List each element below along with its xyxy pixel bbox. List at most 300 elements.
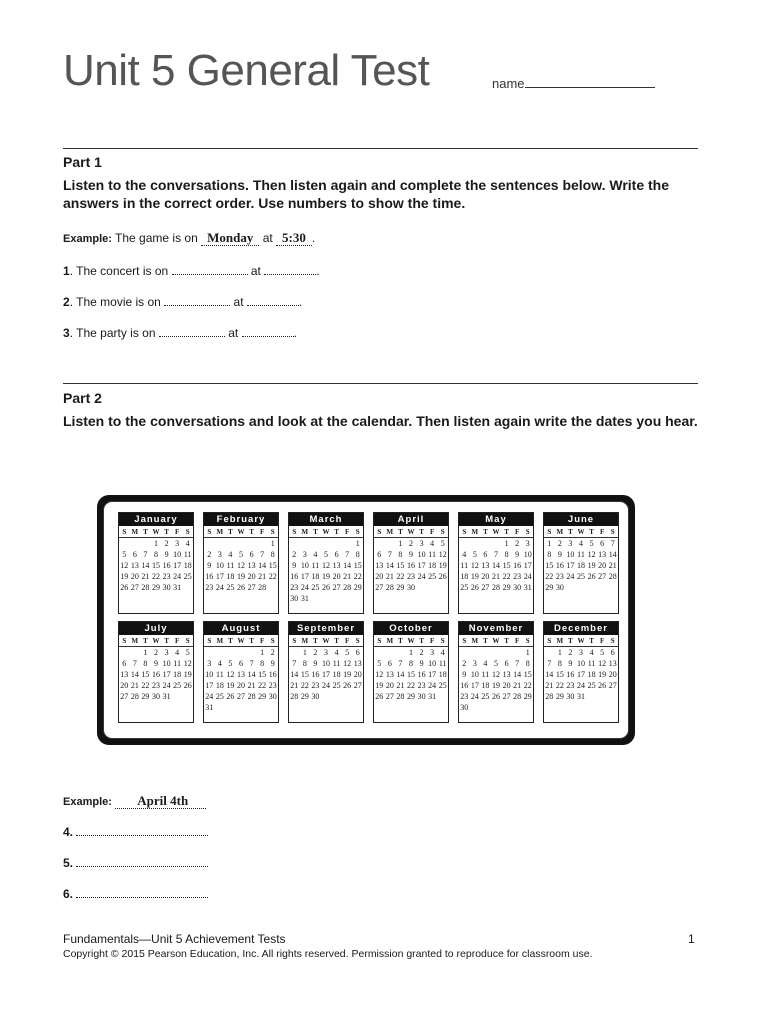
day-number: 11: [332, 659, 341, 668]
day-number: 8: [302, 659, 307, 668]
day-number: 8: [260, 659, 265, 668]
day-number: 10: [173, 550, 182, 559]
day-number: 18: [428, 561, 437, 570]
question-number: 2: [63, 295, 70, 309]
day-number: 27: [385, 692, 394, 701]
day-number: 26: [438, 572, 447, 581]
empty-day: [257, 538, 268, 549]
day-number: 7: [387, 550, 392, 559]
example-time: 5:30: [276, 230, 312, 246]
day-number: 13: [120, 670, 129, 679]
day-number: 13: [236, 670, 245, 679]
day-number: 13: [608, 659, 617, 668]
month-august: [203, 621, 279, 723]
weekday-header: [544, 637, 618, 647]
name-field[interactable]: [492, 76, 655, 91]
day-number: 23: [513, 572, 522, 581]
day-number: 4: [175, 648, 180, 657]
day-number: 24: [470, 692, 479, 701]
day-number: 6: [334, 550, 339, 559]
day-number: 28: [396, 692, 405, 701]
weekday-label: F: [174, 637, 180, 645]
day-number: 21: [258, 572, 267, 581]
day-number: 15: [151, 561, 160, 570]
day-number: 10: [428, 659, 437, 668]
day-number: 16: [311, 670, 320, 679]
day-number: 16: [460, 681, 469, 690]
day-number: 16: [513, 561, 522, 570]
answer-blank[interactable]: [76, 854, 208, 867]
day-number: 16: [417, 670, 426, 679]
weekday-label: W: [152, 528, 160, 536]
day-number: 1: [525, 648, 530, 657]
day-number: 13: [481, 561, 490, 570]
day-number: 11: [577, 550, 585, 559]
weekday-label: S: [547, 637, 552, 645]
weekday-label: S: [292, 637, 297, 645]
weekday-header: [119, 637, 193, 647]
day-number: 7: [292, 659, 297, 668]
question-number: 6.: [63, 887, 74, 901]
day-number: 11: [587, 659, 596, 668]
weekday-label: W: [237, 528, 245, 536]
day-number: 10: [205, 670, 214, 679]
question-5: [63, 854, 208, 870]
day-number: 7: [398, 659, 403, 668]
day-number: 26: [120, 583, 129, 592]
day-number: 17: [215, 572, 224, 581]
day-number: 23: [311, 681, 320, 690]
day-number: 13: [502, 670, 511, 679]
day-number: 8: [504, 550, 509, 559]
day-number: 18: [481, 681, 490, 690]
time-blank[interactable]: [247, 293, 299, 306]
day-number: 22: [258, 681, 267, 690]
weekday-label: W: [492, 528, 500, 536]
weekday-label: F: [259, 637, 265, 645]
part1-example: [63, 230, 315, 246]
question-text: The movie is on: [76, 295, 161, 309]
calendar-panel: [103, 501, 629, 739]
day-number: 30: [290, 594, 299, 603]
day-number: 21: [396, 681, 405, 690]
day-number: 9: [207, 561, 212, 570]
weekday-header: [374, 637, 448, 647]
day-grid: [374, 647, 448, 702]
day-number: 22: [141, 681, 150, 690]
day-number: 17: [428, 670, 437, 679]
day-number: 4: [440, 648, 445, 657]
day-number: 19: [438, 561, 447, 570]
day-number: 19: [183, 670, 192, 679]
day-number: 8: [355, 550, 360, 559]
weekday-label: M: [301, 528, 309, 536]
day-number: 19: [598, 670, 607, 679]
day-number: 9: [515, 550, 520, 559]
weekday-label: F: [599, 637, 605, 645]
time-blank[interactable]: [264, 262, 316, 275]
day-number: 28: [141, 583, 150, 592]
day-number: 6: [610, 648, 615, 657]
day-number: 9: [462, 670, 467, 679]
day-number: 20: [502, 681, 511, 690]
day-number: 10: [576, 659, 585, 668]
day-number: 22: [300, 681, 309, 690]
day-number: 6: [600, 539, 605, 548]
day-number: 20: [353, 670, 362, 679]
day-number: 16: [162, 561, 171, 570]
day-number: 3: [207, 659, 212, 668]
day-number: 17: [321, 670, 330, 679]
day-number: 23: [406, 572, 415, 581]
day-number: 15: [502, 561, 511, 570]
day-number: 4: [313, 550, 318, 559]
weekday-label: T: [504, 528, 509, 536]
day-number: 15: [545, 561, 554, 570]
day-number: 8: [143, 659, 148, 668]
weekday-label: S: [122, 528, 127, 536]
day-grid: [204, 647, 278, 713]
day-number: 14: [608, 550, 617, 559]
day-number: 30: [513, 583, 522, 592]
day-number: 9: [153, 659, 158, 668]
question-text: The concert is on: [76, 264, 169, 278]
month-november: [458, 621, 534, 723]
day-number: 29: [300, 692, 309, 701]
weekday-label: W: [407, 528, 415, 536]
weekday-label: W: [322, 528, 330, 536]
day-number: 18: [332, 670, 341, 679]
day-number: 20: [608, 670, 617, 679]
empty-day: [204, 538, 215, 549]
day-number: 30: [151, 692, 160, 701]
day-number: 12: [587, 550, 596, 559]
day-number: 24: [300, 583, 309, 592]
day-number: 1: [504, 539, 509, 548]
day-number: 29: [258, 692, 267, 701]
day-number: 23: [162, 572, 171, 581]
day-number: 24: [428, 681, 437, 690]
weekday-label: S: [525, 528, 530, 536]
month-name: August: [204, 622, 278, 635]
day-number: 9: [419, 659, 424, 668]
day-number: 4: [217, 659, 222, 668]
example-label: Example:: [63, 233, 112, 245]
day-number: 3: [175, 539, 180, 548]
weekday-label: T: [249, 637, 254, 645]
weekday-label: W: [577, 637, 585, 645]
weekday-label: T: [483, 528, 488, 536]
month-february: [203, 512, 279, 614]
day-number: 1: [408, 648, 413, 657]
day-number: 20: [481, 572, 490, 581]
weekday-label: T: [483, 637, 488, 645]
day-number: 6: [132, 550, 137, 559]
weekday-label: S: [525, 637, 530, 645]
day-number: 14: [258, 561, 267, 570]
empty-day: [130, 647, 141, 658]
day-number: 4: [430, 539, 435, 548]
weekday-label: F: [259, 528, 265, 536]
day-number: 29: [353, 583, 362, 592]
weekday-label: T: [143, 637, 148, 645]
day-number: 16: [290, 572, 299, 581]
month-name: April: [374, 513, 448, 526]
day-number: 10: [215, 561, 224, 570]
day-number: 4: [228, 550, 233, 559]
empty-day: [289, 647, 300, 658]
day-number: 16: [406, 561, 415, 570]
day-number: 13: [353, 659, 362, 668]
day-number: 17: [300, 572, 309, 581]
day-number: 13: [130, 561, 139, 570]
day-number: 4: [589, 648, 594, 657]
day-number: 20: [598, 561, 607, 570]
empty-day: [480, 538, 491, 549]
weekday-header: [459, 528, 533, 538]
weekday-label: T: [398, 528, 403, 536]
day-number: 1: [260, 648, 265, 657]
day-number: 30: [566, 692, 575, 701]
empty-day: [459, 647, 470, 658]
day-number: 14: [545, 670, 554, 679]
day-number: 30: [311, 692, 320, 701]
day-number: 20: [130, 572, 139, 581]
day-number: 6: [483, 550, 488, 559]
day-number: 12: [120, 561, 129, 570]
weekday-label: S: [377, 528, 382, 536]
day-number: 25: [183, 572, 192, 581]
day-number: 15: [396, 561, 405, 570]
weekday-label: M: [216, 637, 224, 645]
weekday-label: S: [207, 637, 212, 645]
day-number: 19: [375, 681, 384, 690]
day-number: 7: [249, 659, 254, 668]
day-number: 22: [151, 572, 160, 581]
day-number: 27: [332, 583, 341, 592]
day-number: 29: [141, 692, 150, 701]
day-number: 26: [321, 583, 330, 592]
divider: [63, 148, 698, 149]
day-number: 27: [608, 681, 617, 690]
weekday-label: T: [249, 528, 254, 536]
day-number: 23: [290, 583, 299, 592]
weekday-label: S: [355, 528, 360, 536]
day-number: 30: [162, 583, 171, 592]
day-blank[interactable]: [164, 293, 230, 306]
weekday-label: M: [471, 637, 479, 645]
question-4: [63, 823, 208, 839]
day-number: 29: [555, 692, 564, 701]
day-number: 17: [205, 681, 214, 690]
day-number: 4: [483, 659, 488, 668]
question-number: 3: [63, 326, 70, 340]
day-number: 28: [290, 692, 299, 701]
weekday-header: [289, 637, 363, 647]
weekday-label: T: [419, 528, 424, 536]
day-number: 28: [258, 583, 267, 592]
month-name: June: [544, 513, 618, 526]
day-number: 9: [568, 659, 573, 668]
day-number: 6: [238, 659, 243, 668]
empty-day: [215, 538, 226, 549]
example-label: Example:: [63, 796, 112, 808]
day-number: 24: [173, 572, 182, 581]
day-number: 19: [236, 572, 245, 581]
answer-blank[interactable]: [76, 823, 208, 836]
weekday-label: M: [471, 528, 479, 536]
day-blank[interactable]: [172, 262, 248, 275]
day-number: 11: [460, 561, 469, 570]
day-number: 14: [385, 561, 394, 570]
day-number: 4: [462, 550, 467, 559]
day-number: 15: [406, 670, 415, 679]
day-number: 28: [608, 572, 617, 581]
day-number: 3: [430, 648, 435, 657]
weekday-label: M: [556, 637, 564, 645]
day-number: 24: [523, 572, 532, 581]
weekday-label: T: [313, 637, 318, 645]
day-number: 15: [258, 670, 267, 679]
weekday-label: T: [589, 637, 594, 645]
month-january: [118, 512, 194, 614]
day-number: 3: [568, 539, 573, 548]
day-number: 2: [153, 648, 158, 657]
divider: [63, 383, 698, 384]
day-number: 17: [470, 681, 479, 690]
footer-title: Fundamentals—Unit 5 Achievement Tests: [63, 932, 286, 946]
day-number: 25: [428, 572, 437, 581]
day-number: 12: [438, 550, 447, 559]
day-number: 27: [598, 572, 607, 581]
weekday-label: M: [131, 637, 139, 645]
day-number: 14: [247, 670, 256, 679]
day-number: 31: [300, 594, 309, 603]
day-number: 27: [130, 583, 139, 592]
day-number: 18: [215, 681, 224, 690]
day-number: 12: [236, 561, 245, 570]
day-number: 31: [576, 692, 585, 701]
day-number: 21: [130, 681, 139, 690]
day-number: 28: [513, 692, 522, 701]
day-number: 14: [130, 670, 139, 679]
day-number: 16: [566, 670, 575, 679]
day-number: 12: [598, 659, 607, 668]
weekday-label: F: [514, 637, 520, 645]
weekday-label: T: [504, 637, 509, 645]
weekday-label: S: [610, 637, 615, 645]
time-blank[interactable]: [242, 324, 294, 337]
answer-blank[interactable]: [76, 885, 208, 898]
day-grid: [289, 538, 363, 604]
weekday-label: T: [419, 637, 424, 645]
question-end: .: [298, 295, 303, 309]
day-number: 5: [345, 648, 350, 657]
day-number: 31: [162, 692, 171, 701]
part2-example: [63, 793, 206, 809]
empty-day: [512, 647, 523, 658]
day-number: 26: [470, 583, 479, 592]
day-number: 13: [375, 561, 384, 570]
weekday-header: [459, 637, 533, 647]
day-number: 21: [513, 681, 522, 690]
day-number: 26: [491, 692, 500, 701]
day-number: 7: [610, 539, 615, 548]
empty-day: [501, 647, 512, 658]
day-number: 18: [311, 572, 320, 581]
day-number: 3: [302, 550, 307, 559]
day-number: 7: [132, 659, 137, 668]
weekday-header: [374, 528, 448, 538]
day-number: 27: [502, 692, 511, 701]
day-number: 14: [513, 670, 522, 679]
day-number: 21: [385, 572, 394, 581]
day-number: 3: [525, 539, 530, 548]
day-number: 5: [238, 550, 243, 559]
weekday-label: M: [386, 637, 394, 645]
day-number: 23: [417, 681, 426, 690]
day-number: 10: [470, 670, 479, 679]
month-name: May: [459, 513, 533, 526]
empty-day: [246, 647, 257, 658]
day-blank[interactable]: [159, 324, 225, 337]
question-2: 2. The movie is on at .: [63, 295, 303, 309]
empty-day: [331, 538, 342, 549]
empty-day: [246, 538, 257, 549]
day-number: 20: [120, 681, 129, 690]
day-number: 11: [183, 550, 192, 559]
weekday-label: F: [344, 637, 350, 645]
day-number: 17: [162, 670, 171, 679]
weekday-label: F: [174, 528, 180, 536]
example-day: Monday: [201, 230, 259, 246]
day-number: 7: [345, 550, 350, 559]
day-number: 22: [555, 681, 564, 690]
day-number: 18: [576, 561, 585, 570]
weekday-label: F: [599, 528, 605, 536]
day-number: 28: [385, 583, 394, 592]
day-number: 3: [164, 648, 169, 657]
day-number: 16: [205, 572, 214, 581]
name-blank[interactable]: [525, 76, 655, 88]
day-number: 12: [375, 670, 384, 679]
day-number: 28: [491, 583, 500, 592]
month-april: [373, 512, 449, 614]
day-number: 4: [578, 539, 583, 548]
day-number: 15: [268, 561, 277, 570]
day-number: 15: [555, 670, 564, 679]
footer-copyright: Copyright © 2015 Pearson Education, Inc. All rights reserved. Permission granted to reproduce for classroom use.: [63, 948, 593, 960]
weekday-label: S: [270, 637, 275, 645]
day-number: 25: [311, 583, 320, 592]
day-number: 16: [268, 670, 277, 679]
day-number: 11: [438, 659, 447, 668]
day-number: 1: [270, 539, 275, 548]
weekday-header: [544, 528, 618, 538]
day-number: 19: [587, 561, 596, 570]
empty-day: [374, 538, 385, 549]
day-number: 6: [377, 550, 382, 559]
day-number: 27: [353, 681, 362, 690]
empty-day: [119, 538, 130, 549]
day-number: 19: [226, 681, 235, 690]
day-number: 27: [120, 692, 129, 701]
weekday-label: M: [131, 528, 139, 536]
day-number: 8: [525, 659, 530, 668]
day-number: 24: [576, 681, 585, 690]
day-number: 9: [313, 659, 318, 668]
part1-instructions: Listen to the conversations. Then listen again and complete the sentences below. Write the answers in the correct order. Use numbers to show the time.: [63, 177, 670, 211]
